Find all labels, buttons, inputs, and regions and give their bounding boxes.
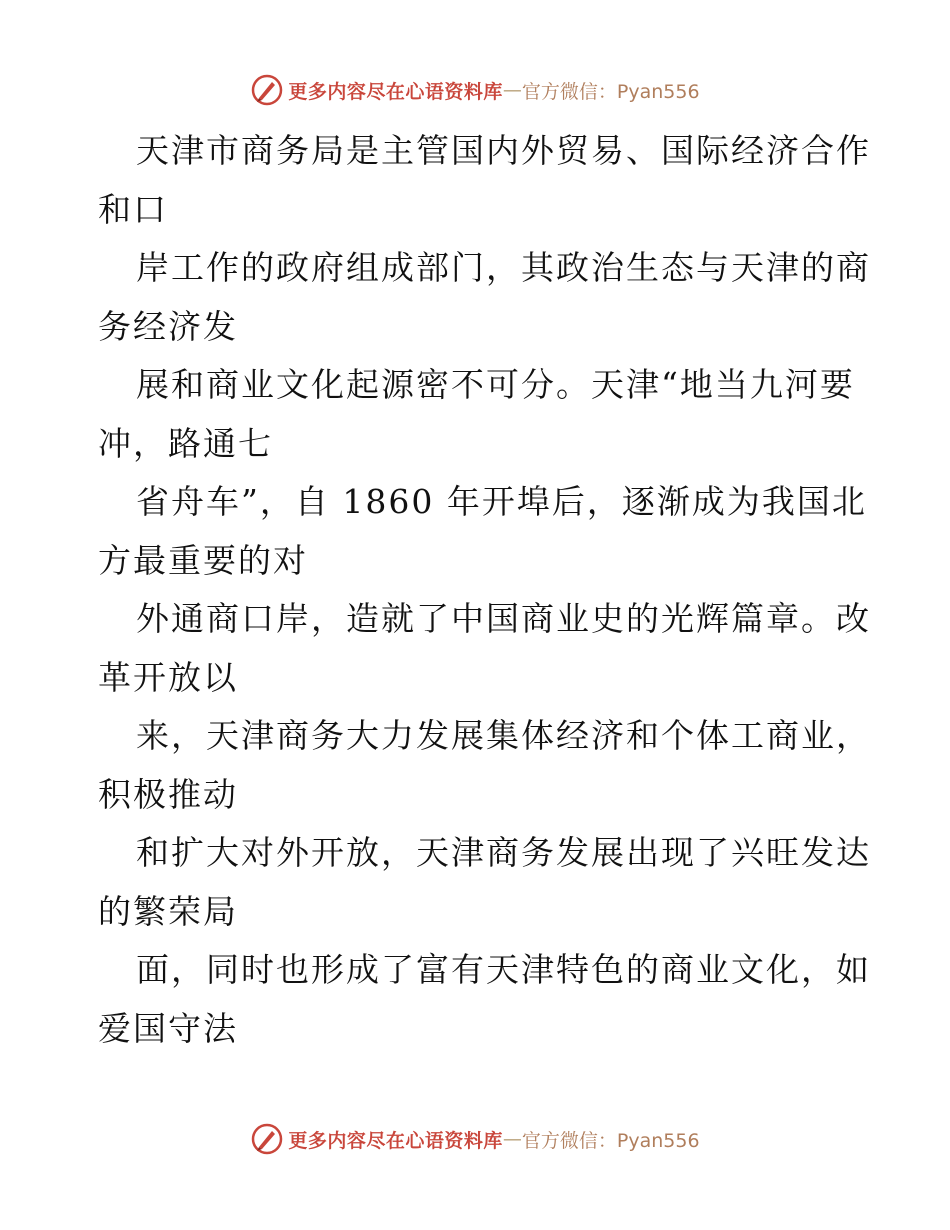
text-line: 和扩大对外开放，天津商务发展出现了兴旺发达 <box>136 833 871 872</box>
text-line: 务经济发 <box>98 306 238 346</box>
text-line: 的繁荣局 <box>98 891 238 931</box>
text-line: 展和商业文化起源密不可分。天津“地当九河要 <box>136 365 855 404</box>
text-line: 爱国守法 <box>98 1008 238 1048</box>
text-line: 面，同时也形成了富有天津特色的商业文化，如 <box>136 950 871 989</box>
quill-pen-icon <box>250 1122 284 1156</box>
document-body <box>98 122 871 1058</box>
quill-pen-icon <box>250 73 284 107</box>
text-line: 省舟车”，自 1860 年开埠后，逐渐成为我国北 <box>136 482 867 521</box>
text-line: 天津市商务局是主管国内外贸易、国际经济合作 <box>136 131 871 170</box>
text-line: 岸工作的政府组成部门，其政治生态与天津的商 <box>136 248 871 287</box>
text-line: 来，天津商务大力发展集体经济和个体工商业， <box>136 716 871 755</box>
text-line: 和口 <box>98 189 168 229</box>
banner-separator: — <box>502 79 522 101</box>
footer-banner <box>0 1119 950 1159</box>
banner-brand: 更多内容尽在心语资料库 <box>288 1129 503 1152</box>
text-line: 冲，路通七 <box>98 423 273 463</box>
text-line: 方最重要的对 <box>98 540 308 580</box>
text-line: 外通商口岸，造就了中国商业史的光辉篇章。改 <box>136 599 871 638</box>
header-banner <box>0 70 950 110</box>
banner-account: 官方微信：Pyan556 <box>521 80 700 103</box>
banner-account: 官方微信：Pyan556 <box>521 1129 700 1152</box>
text-line: 革开放以 <box>98 657 238 697</box>
banner-brand: 更多内容尽在心语资料库 <box>288 80 503 103</box>
text-line: 积极推动 <box>98 774 238 814</box>
banner-separator: — <box>502 1128 522 1150</box>
